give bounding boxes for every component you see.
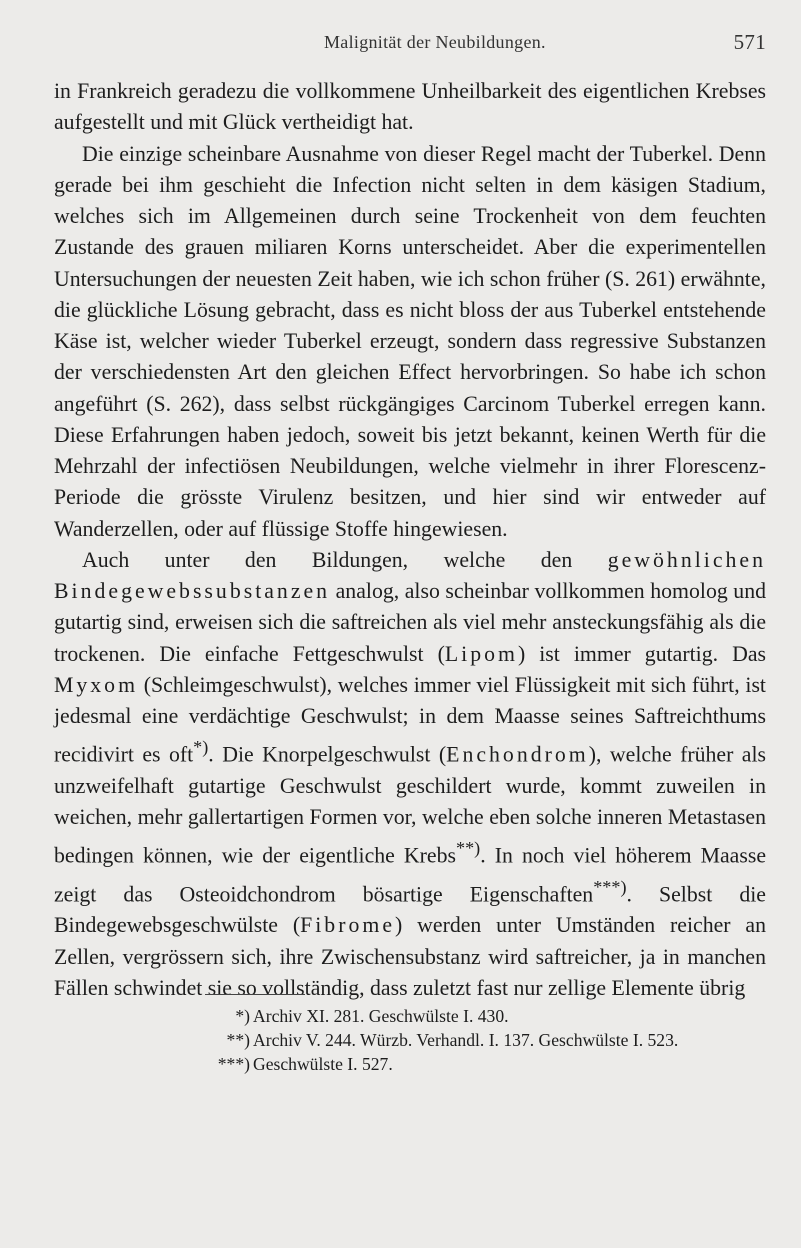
footnote-ref-3: ***) (593, 876, 627, 897)
running-title: Malignität der Neubildungen. (324, 32, 546, 52)
text-run: ) werden unter Umständen reicher an Zellen, vergrössern sich, ihre Zwischensubstanz wird saftreicher, ja in manchen Fällen schwindet sie so vollständig, dass zuletzt fast nur zellige Elemente übrig (54, 913, 766, 1000)
text-run: analog, also scheinbar vollkommen homolog und gutartig sind, erweisen sich die saftreichen als viel mehr ansteckungsfähig als die trockenen. Die einfache Fettgeschwulst ( (54, 579, 766, 666)
spaced-term-lipom: Lipom (444, 641, 518, 666)
text-run: . Selbst die Bindegewebsgeschwülste ( (54, 882, 766, 938)
text-run: (Schleimgeschwulst), welches immer viel Flüssigkeit mit sich führt, ist jedesmal eine verdächtige Geschwulst; in dem Maasse seines Saftreichthums recidivirt es oft (54, 672, 766, 767)
footnote-ref-1: *) (193, 737, 209, 758)
text-run: . Die Knorpelgeschwulst ( (208, 742, 447, 767)
page-number: 571 (733, 30, 766, 54)
footnote-mark: *) (235, 1006, 250, 1026)
footnote-3 (212, 1052, 772, 1076)
footnote-ref-2: **) (456, 838, 481, 859)
footnotes (212, 1004, 772, 1076)
text-run: ), welche früher als unzweifelhaft gutartige Geschwulst geschildert wurde, kommt zuweilen in weichen, mehr gallertartigen Formen vor, welche eben solche inneren Metastasen bedingen können, wie der eigentliche Krebs (54, 742, 766, 868)
footnote-mark: **) (226, 1030, 250, 1050)
paragraph-tuberkel: Die einzige scheinbare Ausnahme von dieser Regel macht der Tuberkel. Denn gerade bei ihm geschieht die Infection nicht selten in dem käsigen Stadium, welches sich im Allgemeinen durch seine Trockenheit von dem feuchten Zustande des grauen miliaren Korns unterscheidet. Aber die experimentellen Untersuchungen der neuesten Zeit haben, wie ich schon früher (S. 261) erwähnte, die glückliche Lösung gebracht, dass es nicht bloss der aus Tuberkel entstehende Käse ist, welcher wieder Tuberkel erzeugt, sondern dass regressive Substanzen der verschiedensten Art den gleichen Effect hervorbringen. So habe ich schon angeführt (S. 262), dass selbst rückgängiges Carcinom Tuberkel erregen kann. Diese Erfahrungen haben jedoch, soweit bis jetzt bekannt, keinen Werth für die Mehrzahl der infectiösen Neubildungen, welche vielmehr in ihrer Florescenz-Periode die grösste Virulenz besitzen, und hier sind wir entweder auf Wanderzellen, oder auf flüssige Stoffe hingewiesen. (54, 141, 766, 541)
footnote-1 (212, 1004, 772, 1028)
spaced-term-myxom: Myxom (54, 672, 139, 697)
text-run: ) ist immer gutartig. Das (517, 641, 766, 666)
running-head (54, 28, 766, 58)
footnote-separator (205, 994, 305, 995)
footnote-2 (212, 1028, 772, 1052)
text-run: Auch unter den Bildungen, welche den (82, 547, 608, 572)
paragraph-continuation: in Frankreich geradezu die vollkommene Unheilbarkeit des eigentlichen Krebses aufgestellt und mit Glück vertheidigt hat. (54, 79, 766, 135)
body-text (54, 76, 766, 1004)
paragraph-bindegewebe (54, 545, 766, 1004)
text-run: . In noch viel höherem Maasse zeigt das Osteoidchondrom bösartige Eigenschaften (54, 843, 766, 907)
footnote-text: Archiv V. 244. Würzb. Verhandl. I. 137. Geschwülste I. 523. (253, 1030, 679, 1050)
footnote-mark: ***) (217, 1054, 250, 1074)
footnote-text: Geschwülste I. 527. (253, 1054, 393, 1074)
spaced-term-fibrome: Fibrome (300, 913, 395, 938)
spaced-term-bindegewebssubstanzen: gewöhnlichen Bindegewebssubstanzen (54, 547, 766, 603)
footnote-text: Archiv XI. 281. Geschwülste I. 430. (253, 1006, 509, 1026)
spaced-term-enchondrom: Enchondrom (446, 742, 589, 767)
